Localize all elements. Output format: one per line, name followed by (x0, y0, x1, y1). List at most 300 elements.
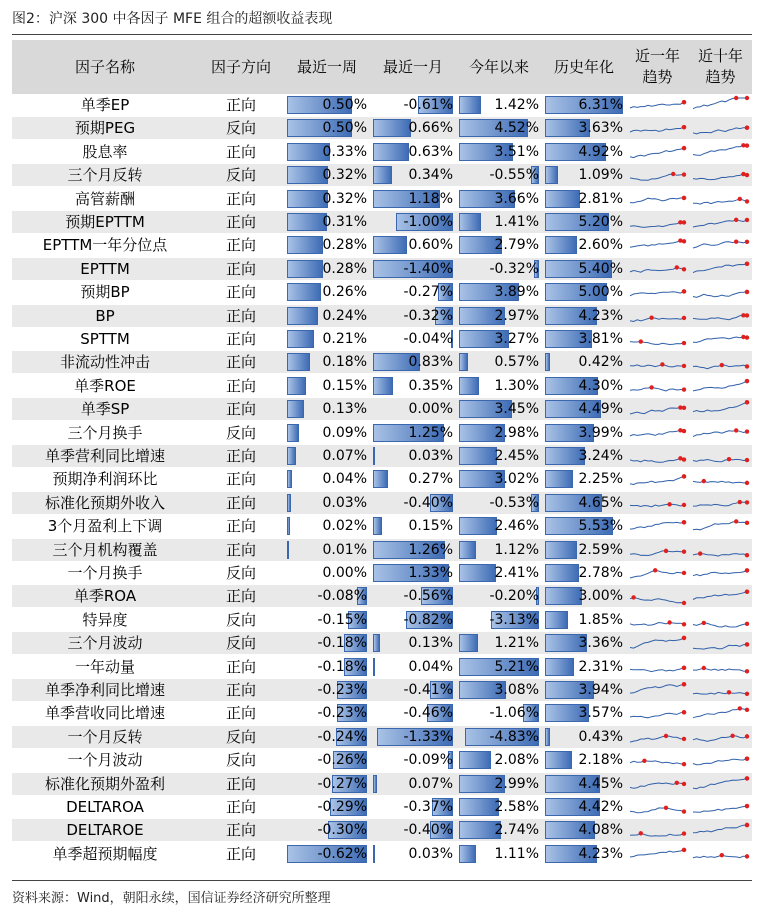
table-row (12, 515, 752, 537)
trend-line (693, 623, 747, 627)
value-bar (459, 447, 497, 465)
spark-10y-chart (689, 819, 751, 841)
value-text: 4.49% (578, 401, 623, 418)
factor-name: 预期PEG (74, 119, 136, 138)
cell-w1 (284, 468, 370, 490)
cell-ytd (456, 188, 542, 210)
trend-line (630, 222, 684, 227)
value-text: 6.31% (578, 97, 623, 113)
trend-marker (745, 776, 749, 780)
trend-marker (675, 780, 679, 784)
factor-name: 3个月盈利上下调 (47, 517, 163, 536)
table-row (12, 234, 752, 256)
table-row (12, 117, 752, 139)
trend-marker (734, 240, 738, 244)
trend-line (693, 645, 747, 650)
value-text: 0.60% (408, 237, 453, 254)
value-text: 0.27% (408, 471, 453, 488)
trend-line (693, 592, 747, 600)
trend-line (630, 241, 684, 248)
value-text: -1.40% (403, 260, 453, 277)
value-text: 3.24% (578, 448, 623, 464)
value-bar (459, 377, 479, 395)
trend-marker (682, 240, 686, 244)
spark-1y-chart (626, 609, 688, 631)
cell-m1 (370, 445, 456, 467)
trend-marker (642, 759, 646, 763)
spark-1y-chart (626, 749, 688, 771)
cell-w1 (284, 749, 370, 771)
value-text: 2.59% (578, 541, 623, 558)
value-text: -0.24% (317, 728, 367, 745)
trend-line (693, 315, 747, 319)
trend-marker (682, 267, 686, 271)
table-row (12, 492, 752, 514)
factor-name: 一年动量 (74, 657, 135, 676)
spark-10y-chart (689, 422, 751, 444)
trend-marker (682, 173, 686, 177)
cell-ytd (456, 749, 542, 771)
trend-line (630, 102, 684, 108)
header-hist-annual: 历史年化 (553, 57, 614, 76)
trend-line (630, 713, 684, 719)
spark-1y-chart (626, 117, 688, 139)
cell-hist (542, 258, 626, 280)
cell-m1 (370, 796, 456, 818)
header-1y-trend-line1: 近一年 (634, 47, 680, 65)
cell-ytd (456, 375, 542, 397)
value-bar (287, 213, 327, 231)
trend-line (693, 736, 747, 742)
trend-line (630, 197, 684, 202)
trend-marker (682, 682, 686, 686)
value-text: -0.15% (317, 611, 367, 628)
value-text: 0.26% (322, 284, 367, 301)
value-bar (287, 283, 321, 301)
spark-1y-chart (626, 188, 688, 210)
value-text: 0.03% (322, 494, 367, 511)
value-text: 2.18% (578, 752, 623, 769)
value-text: -0.23% (317, 705, 367, 722)
cell-w1 (284, 656, 370, 678)
factor-direction: 正向 (225, 798, 256, 816)
value-bar (459, 798, 499, 816)
value-text: 2.08% (494, 752, 539, 769)
trend-marker (682, 428, 686, 432)
value-text: 0.43% (578, 728, 623, 745)
value-text: -0.18% (317, 658, 367, 675)
value-text: -0.20% (489, 588, 539, 605)
trend-marker (702, 665, 706, 669)
cell-hist (542, 539, 626, 561)
spark-1y-chart (626, 398, 688, 420)
trend-marker (738, 500, 742, 504)
spark-1y-chart (626, 211, 688, 233)
cell-m1 (370, 679, 456, 701)
factor-direction: 正向 (225, 330, 256, 348)
trend-line (630, 430, 684, 436)
factor-name: 单季EP (80, 96, 130, 114)
trend-marker (745, 708, 749, 712)
factor-direction: 正向 (225, 681, 256, 699)
cell-m1 (370, 585, 456, 607)
cell-hist (542, 702, 626, 724)
cell-w1 (284, 796, 370, 818)
spark-1y-chart (626, 164, 688, 186)
trend-line (630, 477, 684, 485)
value-bar (545, 353, 550, 371)
table-row (12, 679, 752, 701)
value-text: -0.37% (403, 799, 453, 815)
table-row (12, 422, 752, 444)
value-bar (459, 564, 496, 582)
value-bar (545, 728, 550, 746)
value-text: 4.23% (578, 307, 623, 324)
value-text: 1.25% (408, 424, 453, 441)
trend-line (630, 148, 684, 158)
value-bar (545, 564, 579, 582)
trend-line (693, 759, 747, 765)
cell-w1 (284, 562, 370, 584)
cell-hist (542, 305, 626, 327)
cell-hist (542, 843, 626, 865)
cell-hist (542, 375, 626, 397)
spark-1y-chart (626, 539, 688, 561)
spark-10y-chart (689, 492, 751, 514)
value-text: 0.32% (322, 190, 367, 207)
factor-name: DELTAROA (66, 798, 144, 816)
factor-direction: 正向 (225, 470, 256, 489)
value-bar (373, 658, 375, 676)
value-bar (545, 190, 580, 208)
trend-line (693, 98, 747, 109)
value-text: -0.29% (317, 799, 367, 815)
cell-m1 (370, 656, 456, 678)
cell-ytd (456, 258, 542, 280)
spark-10y-chart (689, 726, 751, 748)
spark-10y-chart (689, 398, 751, 420)
value-text: 0.00% (322, 565, 367, 581)
value-bar (459, 213, 481, 231)
table-header (12, 40, 752, 94)
value-text: 2.41% (494, 565, 539, 581)
spark-10y-chart (689, 94, 751, 116)
trend-marker (682, 220, 686, 224)
factor-name: 单季营利同比增速 (44, 447, 165, 465)
figure-title: 图2：沪深 300 中各因子 MFE 组合的超额收益表现 (12, 11, 333, 27)
spark-1y-chart (626, 726, 688, 748)
value-text: 4.52% (494, 120, 539, 137)
trend-marker (671, 172, 675, 176)
value-text: -1.06% (489, 705, 539, 722)
spark-1y-chart (626, 843, 688, 865)
factor-name: 一个月波动 (67, 751, 143, 770)
factor-name: 一个月换手 (67, 564, 143, 582)
factor-direction: 反向 (225, 727, 256, 746)
value-text: 0.21% (322, 331, 367, 347)
factor-direction: 正向 (225, 353, 256, 372)
spark-1y-chart (626, 258, 688, 280)
cell-w1 (284, 258, 370, 280)
trend-marker (649, 315, 653, 319)
spark-10y-chart (689, 445, 751, 467)
cell-hist (542, 679, 626, 701)
cell-m1 (370, 492, 456, 514)
cell-m1 (370, 819, 456, 841)
value-text: 0.01% (322, 541, 367, 558)
value-bar (373, 236, 407, 254)
factor-name: 股息率 (82, 142, 128, 161)
trend-line (630, 850, 684, 857)
cell-hist (542, 609, 626, 631)
cell-w1 (284, 188, 370, 210)
spark-10y-chart (689, 328, 751, 350)
top-rule (12, 34, 752, 35)
value-bar (545, 236, 577, 254)
cell-hist (542, 492, 626, 514)
value-text: 0.31% (322, 214, 367, 230)
cell-hist (542, 141, 626, 163)
trend-marker (745, 854, 749, 858)
cell-w1 (284, 632, 370, 654)
factor-direction: 反向 (225, 564, 256, 582)
factor-direction: 正向 (225, 306, 256, 325)
value-text: -0.27% (403, 284, 453, 301)
cell-m1 (370, 702, 456, 724)
factor-name: 一个月反转 (67, 727, 143, 746)
value-bar (373, 166, 392, 184)
value-text: 1.21% (494, 635, 539, 652)
value-text: 2.58% (494, 799, 539, 815)
value-text: 0.24% (322, 307, 367, 324)
trend-marker (745, 173, 749, 177)
value-text: 0.03% (408, 448, 453, 464)
trend-line (693, 128, 747, 134)
trend-marker (664, 734, 668, 738)
trend-line (630, 408, 684, 415)
spark-1y-chart (626, 234, 688, 256)
trend-marker (682, 601, 686, 605)
trend-marker (682, 125, 686, 129)
trend-marker (664, 548, 668, 552)
value-text: 0.35% (408, 377, 453, 394)
table-row (12, 94, 752, 116)
value-text: 0.83% (408, 354, 453, 371)
trend-marker (745, 804, 749, 808)
value-text: 2.98% (494, 424, 539, 441)
value-text: -0.46% (403, 705, 453, 722)
cell-w1 (284, 445, 370, 467)
trend-marker (745, 481, 749, 485)
trend-marker (745, 568, 749, 572)
trend-marker (682, 100, 686, 104)
table-row (12, 305, 752, 327)
value-text: 0.28% (322, 237, 367, 254)
factor-direction: 正向 (225, 96, 256, 114)
trend-line (693, 337, 747, 342)
trend-marker (682, 387, 686, 391)
trend-marker (682, 622, 686, 626)
factor-direction: 反向 (225, 423, 256, 442)
factor-direction: 正向 (225, 447, 256, 465)
value-text: 3.51% (494, 143, 539, 160)
factor-name: 标准化预期外盈利 (44, 774, 165, 793)
trend-marker (745, 365, 749, 369)
factor-name: 单季ROE (74, 376, 136, 395)
trend-marker (745, 126, 749, 130)
table-row (12, 726, 752, 748)
cell-ytd (456, 702, 542, 724)
factor-direction: 正向 (225, 774, 256, 793)
trend-line (630, 550, 684, 555)
spark-10y-chart (689, 375, 751, 397)
trend-marker (682, 146, 686, 150)
trend-marker (682, 665, 686, 669)
cell-m1 (370, 94, 456, 116)
cell-ytd (456, 234, 542, 256)
value-text: -4.83% (489, 728, 539, 745)
cell-ytd (456, 492, 542, 514)
trend-line (693, 459, 747, 462)
trend-line (630, 736, 684, 742)
spark-10y-chart (689, 749, 751, 771)
value-text: 3.94% (578, 682, 623, 698)
trend-line (630, 317, 684, 321)
factor-name: DELTAROE (66, 821, 144, 840)
trend-marker (682, 457, 686, 461)
factor-direction: 正向 (225, 142, 256, 161)
value-bar (459, 845, 476, 863)
cell-hist (542, 281, 626, 303)
value-text: 4.30% (578, 377, 623, 394)
factor-direction: 正向 (225, 400, 256, 419)
spark-10y-chart (689, 188, 751, 210)
trend-marker (702, 479, 706, 483)
factor-direction: 反向 (225, 634, 256, 653)
value-bar (287, 424, 299, 442)
value-bar (373, 377, 393, 395)
factor-name: SPTTM (80, 330, 130, 348)
value-text: 0.50% (322, 97, 367, 113)
table-row (12, 632, 752, 654)
cell-ytd (456, 281, 542, 303)
spark-10y-chart (689, 117, 751, 139)
value-bar (545, 658, 574, 676)
bottom-rule (12, 880, 752, 881)
cell-m1 (370, 398, 456, 420)
value-text: 1.85% (578, 611, 623, 628)
value-text: 3.63% (578, 120, 623, 137)
value-text: 2.99% (494, 775, 539, 792)
cell-m1 (370, 632, 456, 654)
value-text: -0.09% (403, 752, 453, 769)
trend-marker (745, 335, 749, 339)
trend-line (630, 761, 684, 764)
cell-m1 (370, 305, 456, 327)
value-text: 2.97% (494, 307, 539, 324)
cell-w1 (284, 539, 370, 561)
header-last-week: 最近一周 (296, 57, 357, 76)
value-text: 0.07% (322, 448, 367, 464)
cell-m1 (370, 351, 456, 373)
cell-hist (542, 468, 626, 490)
source-note: 资料来源：Wind，朝阳永续，国信证券经济研究所整理 (12, 891, 331, 906)
trend-marker (745, 199, 749, 203)
spark-10y-chart (689, 773, 751, 795)
spark-10y-chart (689, 281, 751, 303)
table-row (12, 468, 752, 490)
header-10y-trend-line2: 趋势 (705, 68, 736, 86)
value-text: -1.00% (403, 214, 453, 230)
cell-m1 (370, 234, 456, 256)
value-bar (287, 470, 292, 488)
trend-marker (745, 621, 749, 625)
value-bar (287, 307, 318, 325)
header-1y-trend (626, 40, 689, 94)
cell-m1 (370, 749, 456, 771)
table-row (12, 351, 752, 373)
table-row (12, 188, 752, 210)
cell-hist (542, 351, 626, 373)
table-row (12, 773, 752, 795)
factor-direction: 正向 (225, 236, 256, 255)
factor-name: 预期EPTTM (65, 213, 145, 231)
spark-10y-chart (689, 796, 751, 818)
cell-hist (542, 94, 626, 116)
trend-marker (745, 669, 749, 673)
cell-ytd (456, 305, 542, 327)
trend-marker (682, 315, 686, 319)
value-text: 0.28% (322, 260, 367, 277)
value-text: -0.40% (403, 494, 453, 511)
factor-direction: 反向 (225, 610, 256, 629)
value-text: 1.09% (578, 167, 623, 184)
trend-marker (664, 806, 668, 810)
cell-hist (542, 819, 626, 841)
cell-hist (542, 211, 626, 233)
factor-direction: 正向 (225, 283, 256, 302)
factor-direction: 正向 (225, 821, 256, 840)
value-text: 3.81% (578, 331, 623, 347)
value-text: 4.65% (578, 494, 623, 511)
value-text: -0.55% (489, 167, 539, 184)
factor-name: 单季净利同比增速 (44, 681, 165, 699)
cell-hist (542, 773, 626, 795)
trend-line (630, 638, 684, 648)
cell-m1 (370, 258, 456, 280)
factor-name: 三个月波动 (67, 634, 143, 653)
spark-1y-chart (626, 375, 688, 397)
trend-line (693, 264, 747, 273)
trend-marker (745, 500, 749, 504)
cell-hist (542, 445, 626, 467)
value-text: -0.30% (317, 822, 367, 839)
spark-1y-chart (626, 492, 688, 514)
trend-line (693, 145, 747, 155)
value-text: 1.42% (494, 97, 539, 113)
trend-marker (682, 736, 686, 740)
factor-direction: 正向 (225, 189, 256, 208)
cell-w1 (284, 609, 370, 631)
value-bar (545, 541, 577, 559)
factor-name: EPTTM一年分位点 (42, 236, 168, 255)
value-text: -0.56% (403, 588, 453, 605)
table-row (12, 843, 752, 865)
value-bar (373, 447, 375, 465)
cell-w1 (284, 843, 370, 865)
value-text: 0.04% (322, 471, 367, 488)
cell-m1 (370, 468, 456, 490)
